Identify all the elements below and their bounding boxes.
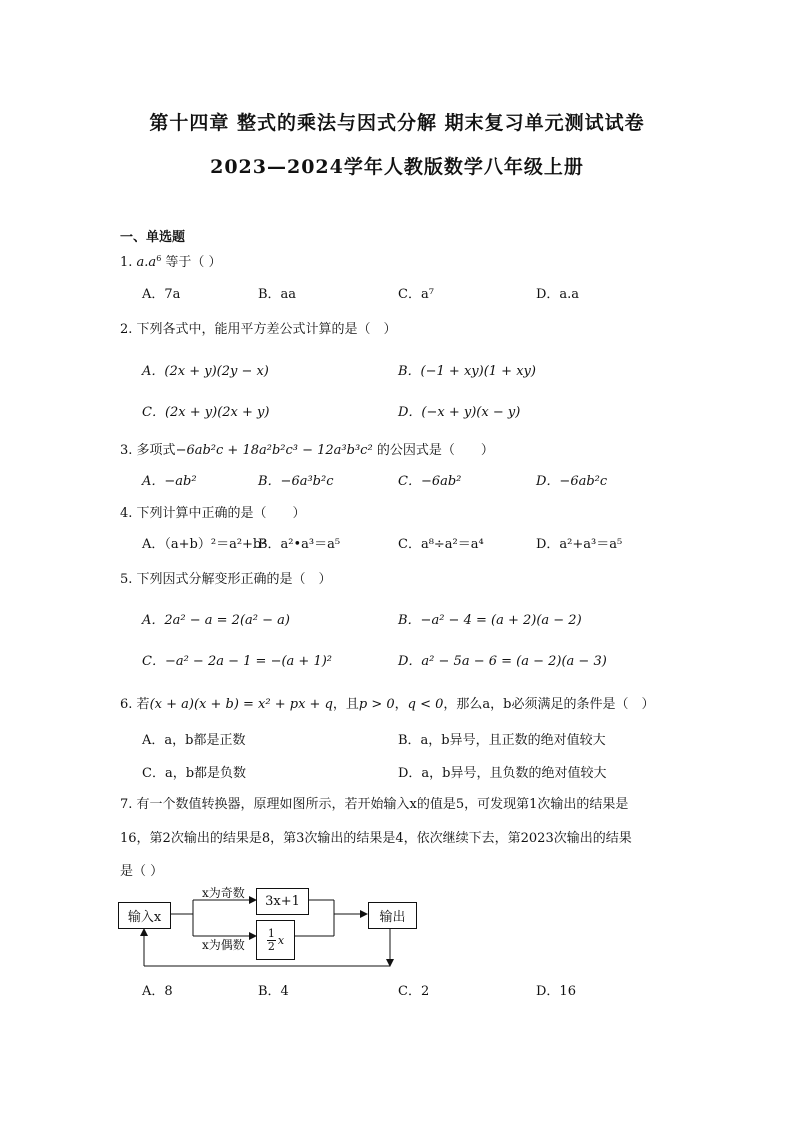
option-a[interactable]: A．2a² − a = 2(a² − a) bbox=[142, 613, 290, 628]
option-c[interactable]: C．(2x + y)(2x + y) bbox=[142, 405, 270, 420]
question-number: 4. bbox=[120, 506, 133, 521]
option-a[interactable]: A．−ab² bbox=[142, 474, 197, 489]
option-a[interactable]: A．(2x + y)(2y − x) bbox=[142, 364, 269, 379]
option-a[interactable]: A．8 bbox=[142, 984, 173, 999]
question-7-stem-line2: 16，第2次输出的结果是8，第3次输出的结果是4，依次继续下去，第2023次输出的结果 bbox=[120, 831, 632, 846]
page-title-line2: 2023—2024学年人教版数学八年级上册 bbox=[210, 156, 584, 178]
question-5-stem bbox=[120, 568, 332, 587]
question-math: p > 0 bbox=[358, 697, 395, 712]
question-text: 的公因式是（ ） bbox=[376, 443, 494, 458]
question-number: 5. bbox=[120, 572, 133, 587]
question-text: 下列各式中，能用平方差公式计算的是（ ） bbox=[136, 322, 397, 337]
question-number: 2. bbox=[120, 322, 133, 337]
option-b[interactable]: B．aa bbox=[258, 287, 297, 302]
input-box bbox=[118, 902, 171, 929]
question-number: 6. bbox=[120, 697, 133, 712]
page-title-line1: 第十四章 整式的乘法与因式分解 期末复习单元测试试卷 bbox=[149, 112, 645, 134]
question-3-stem bbox=[120, 439, 494, 458]
option-d[interactable]: D．a，b异号，且负数的绝对值较大 bbox=[398, 766, 607, 781]
question-text: 若 bbox=[136, 697, 150, 712]
option-a[interactable]: A．7a bbox=[142, 287, 181, 302]
question-number: 1. bbox=[120, 255, 133, 270]
question-6-stem bbox=[120, 693, 655, 712]
option-c[interactable]: C．−6ab² bbox=[398, 474, 462, 489]
option-c[interactable]: C．a，b都是负数 bbox=[142, 766, 247, 781]
option-b[interactable]: B．−a² − 4 = (a + 2)(a − 2) bbox=[398, 613, 582, 628]
question-text: 等于（ ） bbox=[165, 255, 222, 270]
fraction-numerator: 1 bbox=[267, 926, 275, 940]
option-c[interactable]: C．2 bbox=[398, 984, 430, 999]
option-b[interactable]: B．a²•a³＝a⁵ bbox=[258, 537, 341, 552]
output-box bbox=[368, 902, 417, 929]
option-c[interactable]: C．a⁷ bbox=[398, 287, 434, 302]
question-text: 有一个数值转换器，原理如图所示，若开始输入x的值是5，可发现第1次输出的结果是 bbox=[136, 797, 629, 812]
option-b[interactable]: B．a，b异号，且正数的绝对值较大 bbox=[398, 733, 606, 748]
option-d[interactable]: D．−6ab²c bbox=[536, 474, 608, 489]
question-1-stem bbox=[120, 251, 222, 270]
question-7-stem-line3: 是（ ） bbox=[120, 864, 164, 879]
fraction-variable: x bbox=[277, 933, 285, 947]
output-label: 输出 bbox=[379, 910, 406, 925]
even-branch-label: x为偶数 bbox=[202, 938, 245, 952]
question-2-stem bbox=[120, 318, 397, 337]
question-exponent: 6 bbox=[156, 254, 162, 263]
option-c[interactable]: C．a⁸÷a²＝a⁴ bbox=[398, 537, 484, 552]
option-d[interactable]: D．a.a bbox=[536, 287, 580, 302]
question-text: 下列因式分解变形正确的是（ ） bbox=[136, 572, 332, 587]
question-math: q < 0 bbox=[407, 697, 444, 712]
option-a[interactable]: A．a，b都是正数 bbox=[142, 733, 246, 748]
option-c[interactable]: C．−a² − 2a − 1 = −(a + 1)² bbox=[142, 654, 332, 669]
option-b[interactable]: B．4 bbox=[258, 984, 289, 999]
option-a[interactable]: A．（a+b）²＝a²+b² bbox=[142, 537, 267, 552]
question-text: ， bbox=[394, 697, 408, 712]
question-text: 下列计算中正确的是（ ） bbox=[136, 506, 306, 521]
even-operation-box bbox=[256, 920, 295, 960]
option-d[interactable]: D．(−x + y)(x − y) bbox=[398, 405, 521, 420]
odd-branch-label: x为奇数 bbox=[202, 886, 245, 900]
question-math: −6ab²c + 18a²b²c³ − 12a³b³c² bbox=[175, 443, 373, 458]
odd-operation: 3x+1 bbox=[265, 894, 300, 909]
option-b[interactable]: B．(−1 + xy)(1 + xy) bbox=[398, 364, 536, 379]
question-number: 3. bbox=[120, 443, 133, 458]
option-b[interactable]: B．−6a³b²c bbox=[258, 474, 334, 489]
odd-operation-box bbox=[256, 888, 309, 915]
fraction bbox=[267, 928, 276, 953]
section-heading: 一、单选题 bbox=[120, 230, 186, 245]
question-4-stem bbox=[120, 502, 306, 521]
option-d[interactable]: D．a²+a³＝a⁵ bbox=[536, 537, 623, 552]
fraction-denominator: 2 bbox=[267, 939, 275, 953]
option-d[interactable]: D．a² − 5a − 6 = (a − 2)(a − 3) bbox=[398, 654, 607, 669]
question-math: a.a bbox=[136, 255, 157, 270]
question-text: ，那么a，b必须满足的条件是（ ） bbox=[443, 697, 655, 712]
input-label: 输入x bbox=[127, 910, 162, 925]
question-number: 7. bbox=[120, 797, 133, 812]
question-text: 多项式 bbox=[136, 443, 176, 458]
question-math: (x + a)(x + b) = x² + px + q bbox=[149, 697, 333, 712]
question-text: ，且 bbox=[332, 697, 359, 712]
question-7-stem bbox=[120, 793, 628, 812]
option-d[interactable]: D．16 bbox=[536, 984, 576, 999]
